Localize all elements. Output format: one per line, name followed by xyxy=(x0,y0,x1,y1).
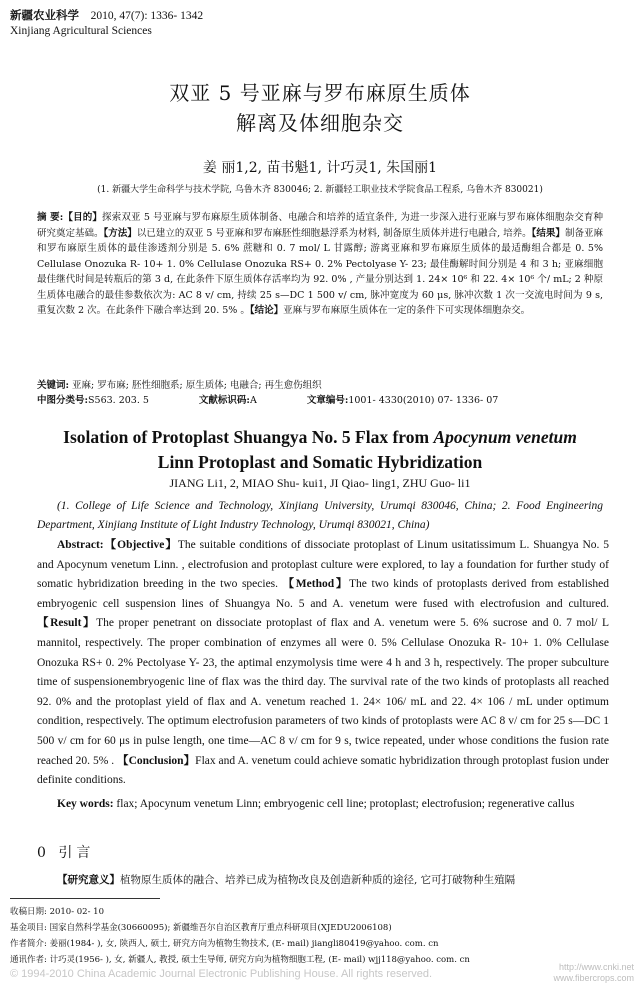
english-title-line1 xyxy=(0,425,640,450)
article-no-item xyxy=(307,393,499,408)
site-watermark xyxy=(553,962,634,984)
method-tag-en: 【Method】 xyxy=(282,578,350,591)
conclusion-tag-en: 【Conclusion】 xyxy=(117,754,196,767)
abstract-label-cn: 摘 要: xyxy=(37,212,64,223)
footnote-received: 收稿日期: 2010- 02- 10 xyxy=(10,907,104,917)
english-abstract xyxy=(37,536,609,791)
doc-code-value: A xyxy=(249,395,257,406)
english-title xyxy=(0,425,640,475)
journal-name-en: Xinjiang Agricultural Sciences xyxy=(10,25,152,37)
doc-code-item xyxy=(199,393,257,408)
english-title-species: Apocynum venetum xyxy=(433,427,577,447)
conclusion-text-en: Flax and A. venetum could achieve somatic hybridization through protoplast fusion under definite conditions. xyxy=(37,754,610,787)
conclusion-tag-cn: 【结论】 xyxy=(249,305,284,316)
classification-row xyxy=(37,393,603,408)
copyright-notice: © 1994-2010 China Academic Journal Electronic Publishing House. All rights reserved. xyxy=(10,968,433,980)
section-heading-intro: 0 引言 xyxy=(37,845,95,861)
footnote-author: 作者简介: 姜丽(1984- ), 女, 陕西人, 硕士, 研究方向为植物生物技术, (E- mail) jiangli80419@yahoo. com. cn xyxy=(10,939,439,949)
article-no-value: 1001- 4330(2010) 07- 1336- 07 xyxy=(348,395,499,406)
keywords-label-en: Key words: xyxy=(57,798,114,810)
keywords-cn: 亚麻; 罗布麻; 胚性细胞系; 原生质体; 电融合; 再生愈伤组织 xyxy=(72,380,322,391)
chinese-keywords xyxy=(37,378,603,393)
result-text-cn: 制备亚麻和罗布麻原生质体的最佳渗透剂分别是 5. 6% 蔗糖和 0. 7 mol/ L 甘露醇; 游离亚麻和罗布麻原生质体的最适酶组合都是 0. 5% Cellulase Onozuka R- 10+ 1. 0% Cellulase Onozuka RS+ 0. 2% Pectolyase Y- 23; 最佳酶解时间分别是 4 和 3 h; 亚麻细胞最佳继代时间是转瓶后的第 3 d, 在此条件下原生质体存活率均为 92. 0% , 产量分别达到 1. 24× 10⁶ 和 22. 4× 10⁶ 个/ mL; 2 种原生质体电融合的最佳参数依次为: AC 8 v/ cm, 持续 25 s—DC 1 500 v/ cm, 脉冲宽度为 60 μs, 脉冲次数 1 次一交流电时间为 9 s, 重复次数 2 次。在此条件下融合率达到 20. 5% 。 xyxy=(37,227,603,316)
doc-code-label: 文献标识码: xyxy=(198,395,250,406)
abstract-label-en: Abstract: xyxy=(57,539,104,551)
result-tag-en: 【Result】 xyxy=(37,617,97,630)
intro-text: 植物原生质体的融合、培养已成为植物改良及创造新种质的途径, 它可打破物种生殖隔 xyxy=(120,874,516,886)
keywords-en: flax; Apocynum venetum Linn; embryogenic cell line; protoplast; electrofusion; regenerative callus xyxy=(116,798,575,810)
keywords-label-cn: 关键词: xyxy=(37,380,70,391)
footnote-corresponding: 通讯作者: 计巧灵(1956- ), 女, 新疆人, 教授, 硕士生导师, 研究方向为植物细胞工程, (E- mail) wjj118@yahoo. com. cn xyxy=(10,955,470,965)
english-title-line1-part: Isolation of Protoplast Shuangya No. 5 Flax from xyxy=(63,427,434,447)
chinese-abstract xyxy=(37,210,603,319)
watermark-fibercrops: www.fibercrops.com xyxy=(553,973,634,983)
chinese-title-line2: 解离及体细胞杂交 xyxy=(236,111,404,135)
conclusion-text-cn: 亚麻与罗布麻原生质体在一定的条件下可实现体细胞杂交。 xyxy=(283,305,531,316)
english-authors: JIANG Li1, 2, MIAO Shu- kui1, JI Qiao- ling1, ZHU Guo- li1 xyxy=(169,476,471,490)
method-text-cn: 以已建立的双亚 5 号亚麻和罗布麻胚性细胞悬浮系为材料, 制备原生质体并进行电融合, 培养。 xyxy=(136,227,532,239)
watermark-cnki: http://www.cnki.net xyxy=(558,962,634,972)
method-text-en: The two kinds of protoplasts derived from established embryogenic cell suspension lines of Shuangya No. 5 and A. venetum were fused with electrofusion and cultured. xyxy=(37,578,609,610)
chinese-title xyxy=(0,78,640,138)
objective-text-en: The suitable conditions of dissociate protoplast of Linum usitatissimum L. Shuangya No. 5 and Apocynum venetum Linn. , electrofusion and protoplast culture were explored, to lay a foundation for further study of somatic hybridization breeding in the two species. xyxy=(37,539,610,591)
english-affiliation: (1. College of Life Science and Technology, Xinjiang University, Urumqi 830046, China; 2. Food Engineering Department, Xinjiang Institute of Light Industry Technology, Urumqi 830021, China) xyxy=(37,500,603,531)
footnote-divider xyxy=(10,898,160,899)
article-no-label: 文章编号: xyxy=(306,395,349,406)
objective-text-cn: 探索双亚 5 号亚麻与罗布麻原生质体制备、电融合和培养的适宜条件, 为进一步深入进行亚麻与罗布麻体细胞杂交育种研究奠定基础。 xyxy=(37,212,603,239)
method-tag-cn: 【方法】 xyxy=(103,227,137,239)
chinese-affiliation: (1. 新疆大学生命科学与技术学院, 乌鲁木齐 830046; 2. 新疆轻工职业技术学院食品工程系, 乌鲁木齐 830021) xyxy=(97,185,543,195)
running-header xyxy=(10,8,203,39)
intro-paragraph xyxy=(37,872,617,887)
objective-tag-cn: 【目的】 xyxy=(63,212,103,223)
objective-tag-en: 【Objective】 xyxy=(103,539,178,551)
chinese-title-line1: 双亚 5 号亚麻与罗布麻原生质体 xyxy=(169,81,471,105)
footnote-fund: 基金项目: 国家自然科学基金(30660095); 新疆维吾尔自治区教育厅重点科研项目(XJEDU2006108) xyxy=(10,923,392,933)
chinese-authors: 姜 丽1,2, 苗书魁1, 计巧灵1, 朱国丽1 xyxy=(202,160,438,176)
intro-tag: 【研究意义】 xyxy=(57,874,120,886)
journal-name-cn: 新疆农业科学 xyxy=(10,8,79,22)
english-keywords xyxy=(37,795,609,813)
result-text-en: The proper penetrant on dissociate protoplast of flax and A. venetum were 5. 6% sucrose and 0. 7 mol/ L mannitol, respectively. The proper combination of enzymes all were 0. 5% Cellulase Onozuka R- 10+ 1. 0% Cellulase Onozuka RS+ 0. 2% Pectolyase Y- 23, the aptimal enzymolysis time were 4 h and 3 h, respectively. The proper subculture time of suspensionembryogenic line of flax was the third day. The survival rate of the two kinds of protoplasts all reached 92. 0% and the protoplast yield of flax and A. venetum reached 1. 24× 106/ mL and 22. 4× 106 / mL under optimum condition, respectively. The optimum electrofusion parameters of two kinds of protoplasts were AC 8 v/ cm for 25 s—DC 1 500 v/ cm for 60 μs in pulse length, one time—AC 8 v/ cm for 9 s, twice repeated, under whose conditions the fusion rate reached 20. 5% . xyxy=(37,617,609,767)
clc-item xyxy=(37,393,149,408)
issue-info: 2010, 47(7): 1336- 1342 xyxy=(90,10,204,22)
clc-value: S563. 203. 5 xyxy=(88,395,149,406)
clc-label: 中图分类号: xyxy=(37,395,89,406)
result-tag-cn: 【结果】 xyxy=(531,227,565,239)
english-title-line2: Linn Protoplast and Somatic Hybridization xyxy=(157,452,483,472)
